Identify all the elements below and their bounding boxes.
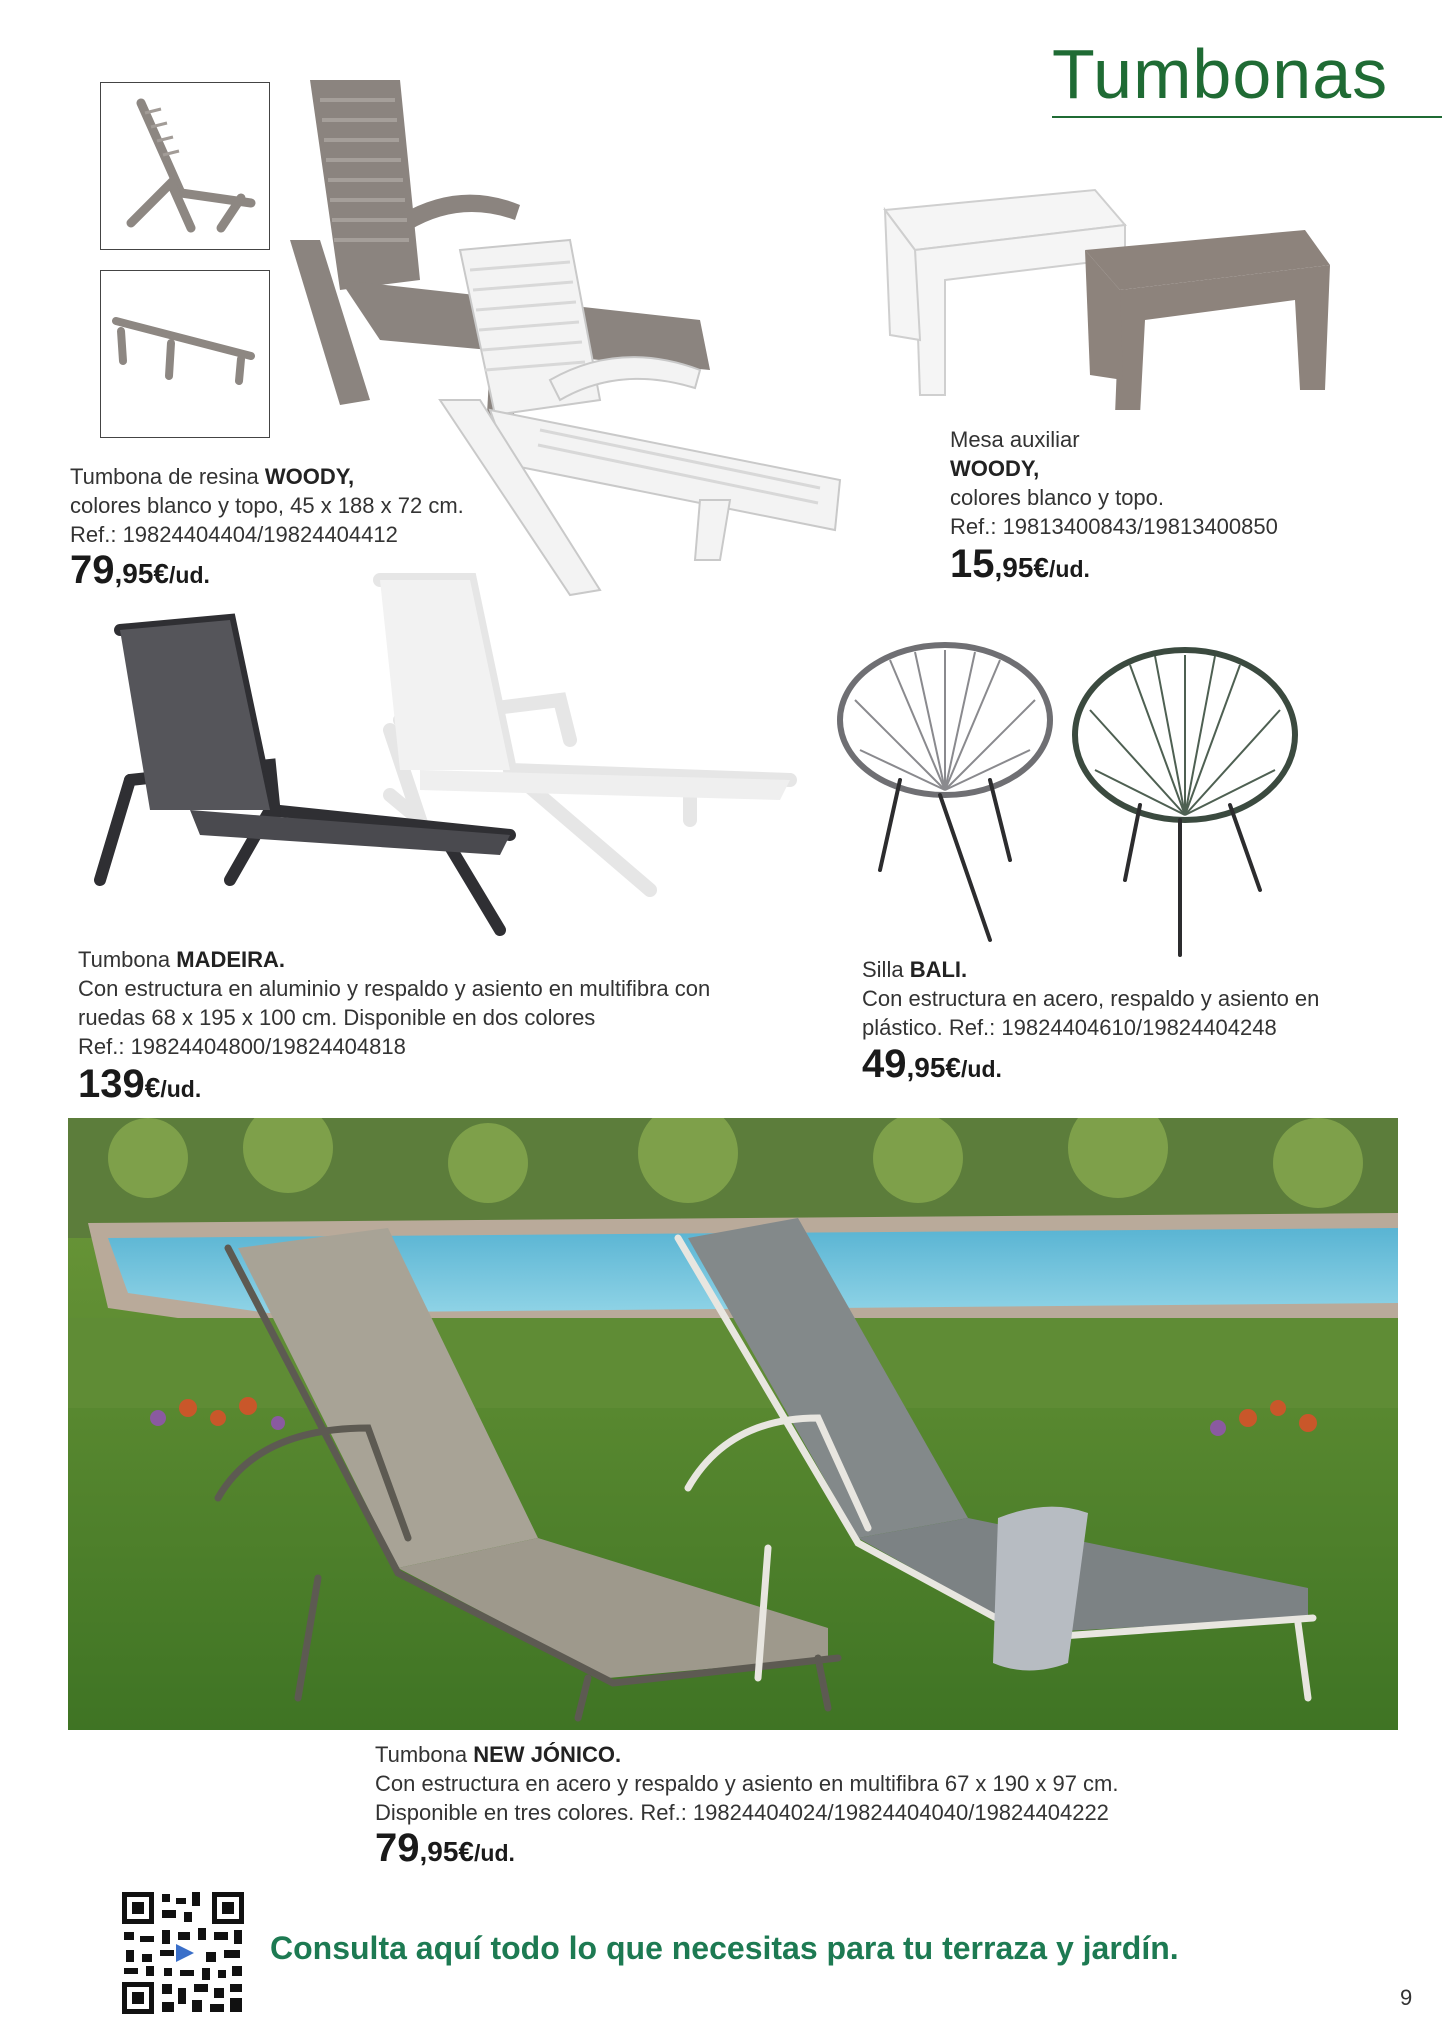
new-jonico-details-2: Disponible en tres colores. Ref.: 19824404024/19824404040/19824404222	[375, 1800, 1109, 1825]
bali-description	[862, 955, 1422, 1042]
new-jonico-garden-photo	[68, 1118, 1398, 1730]
bali-details-2: plástico. Ref.: 19824404610/19824404248	[862, 1015, 1277, 1040]
madeira-details-1: Con estructura en aluminio y respaldo y asiento en multifibra con	[78, 976, 711, 1001]
mesa-price: 15,95€/ud.	[950, 542, 1090, 586]
madeira-price: 139€/ud.	[78, 1062, 202, 1106]
new-jonico-description	[375, 1740, 1395, 1827]
madeira-name-prefix: Tumbona	[78, 947, 171, 972]
bali-name: BALI.	[909, 957, 968, 982]
page-number: 9	[1400, 1985, 1413, 2010]
new-jonico-price: 79,95€/ud.	[375, 1826, 515, 1870]
bali-price: 49,95€/ud.	[862, 1042, 1002, 1086]
page-title: Tumbonas	[1052, 35, 1389, 113]
mesa-name-prefix: Mesa auxiliar	[950, 427, 1080, 452]
bali-details-1: Con estructura en acero, respaldo y asiento en	[862, 986, 1320, 1011]
woody-thumbnail-side[interactable]	[100, 82, 270, 250]
title-underline	[1052, 116, 1442, 118]
mesa-ref: Ref.: 19813400843/19813400850	[950, 514, 1278, 539]
mesa-description	[950, 425, 1420, 541]
bali-chair-image	[830, 630, 1390, 980]
mesa-details: colores blanco y topo.	[950, 485, 1165, 510]
cta-text: Consulta aquí todo lo que necesitas para tu terraza y jardín.	[270, 1930, 1179, 1966]
woody-ref: Ref.: 19824404404/19824404412	[70, 522, 398, 547]
woody-name-prefix: Tumbona de resina	[70, 464, 259, 489]
woody-description	[70, 462, 630, 549]
taupe-table	[1085, 230, 1330, 410]
woody-thumbnail-flat[interactable]	[100, 270, 270, 438]
woody-price: 79,95€/ud.	[70, 548, 210, 592]
new-jonico-name-prefix: Tumbona	[375, 1742, 468, 1767]
woody-details: colores blanco y topo, 45 x 188 x 72 cm.	[70, 493, 464, 518]
madeira-details-2: ruedas 68 x 195 x 100 cm. Disponible en dos colores	[78, 1005, 596, 1030]
mesa-auxiliar-image	[875, 180, 1335, 410]
madeira-name: MADEIRA.	[176, 947, 286, 972]
new-jonico-details-1: Con estructura en acero y respaldo y asiento en multifibra 67 x 190 x 97 cm.	[375, 1771, 1119, 1796]
grey-bali	[840, 645, 1050, 940]
new-jonico-name: NEW JÓNICO.	[473, 1742, 622, 1767]
madeira-ref: Ref.: 19824404800/19824404818	[78, 1034, 406, 1059]
bali-name-prefix: Silla	[862, 957, 904, 982]
madeira-description	[78, 945, 838, 1061]
qr-code[interactable]	[118, 1888, 248, 2018]
green-bali	[1075, 650, 1295, 955]
mesa-name: WOODY,	[950, 456, 1040, 481]
madeira-lounger-image	[90, 570, 800, 970]
woody-name: WOODY,	[264, 464, 355, 489]
